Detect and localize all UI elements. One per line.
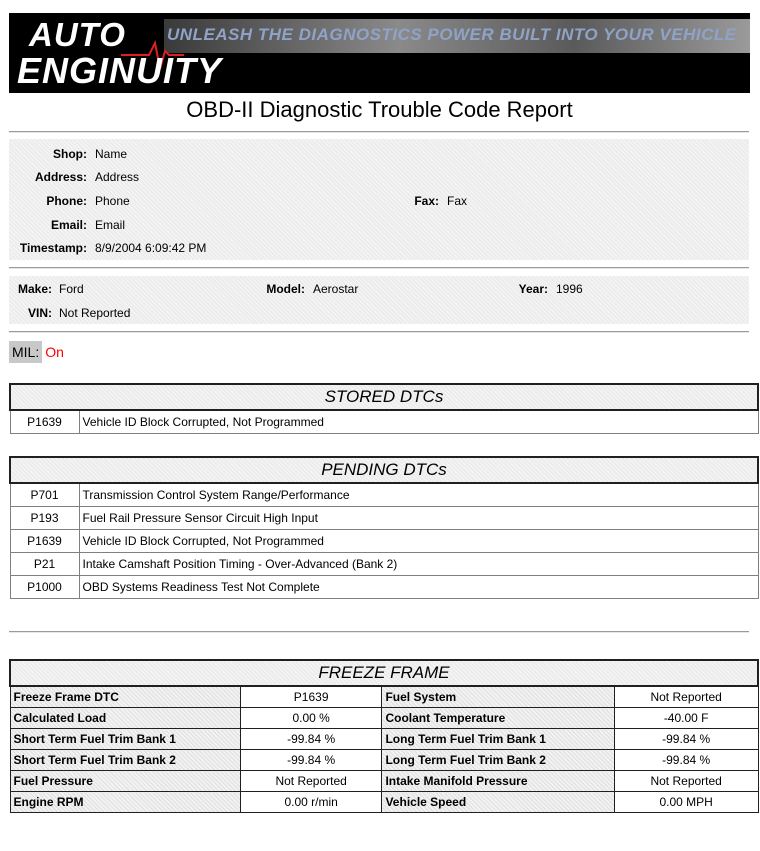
phone-label: Phone: (46, 194, 87, 208)
ff-param-label: Freeze Frame DTC (10, 686, 240, 708)
email-value: Email (95, 218, 126, 232)
ff-param-value: 0.00 % (240, 708, 382, 729)
table-row (10, 792, 758, 813)
ff-param-value: -99.84 % (240, 750, 382, 771)
pending-dtcs-heading: PENDING DTCs (10, 457, 758, 483)
ff-param-label: Fuel Pressure (10, 771, 240, 792)
year-label: Year: (518, 282, 548, 296)
header-banner (9, 13, 750, 93)
dtc-description: Vehicle ID Block Corrupted, Not Programmed (79, 410, 758, 434)
ff-param-label: Short Term Fuel Trim Bank 1 (10, 729, 240, 750)
dtc-code: P1000 (10, 576, 79, 599)
ff-param-value: Not Reported (614, 686, 758, 708)
model-label: Model: (266, 282, 305, 296)
vin-value: Not Reported (59, 306, 131, 320)
ff-param-label: Vehicle Speed (382, 792, 614, 813)
mil-label: MIL: (9, 341, 42, 363)
dtc-description: OBD Systems Readiness Test Not Complete (79, 576, 758, 599)
divider (9, 331, 749, 333)
table-row (10, 771, 758, 792)
mil-status (9, 341, 64, 363)
timestamp-label: Timestamp: (19, 241, 87, 255)
table-row (10, 553, 758, 576)
divider (9, 267, 749, 269)
ff-param-value: Not Reported (240, 771, 382, 792)
vin-label: VIN: (28, 306, 52, 320)
ff-param-label: Long Term Fuel Trim Bank 1 (382, 729, 614, 750)
table-row (10, 729, 758, 750)
divider (9, 131, 749, 133)
ff-param-label: Calculated Load (10, 708, 240, 729)
divider (9, 631, 749, 633)
ff-param-value: Not Reported (614, 771, 758, 792)
make-label: Make: (17, 282, 52, 296)
dtc-code: P193 (10, 507, 79, 530)
dtc-code: P1639 (10, 410, 79, 434)
shop-value: Name (95, 147, 128, 161)
ff-param-value: 0.00 r/min (240, 792, 382, 813)
dtc-code: P1639 (10, 530, 79, 553)
mil-value: On (45, 344, 64, 360)
ff-param-label: Engine RPM (10, 792, 240, 813)
shop-info-panel (9, 139, 749, 260)
dtc-code: P701 (10, 483, 79, 507)
address-label: Address: (34, 170, 87, 184)
dtc-description: Vehicle ID Block Corrupted, Not Programmed (79, 530, 758, 553)
address-value: Address (95, 170, 140, 184)
stored-dtcs-heading: STORED DTCs (10, 384, 758, 410)
ff-param-value: -99.84 % (240, 729, 382, 750)
ff-param-label: Coolant Temperature (382, 708, 614, 729)
banner-tagline: UNLEASH THE DIAGNOSTICS POWER BUILT INTO YOUR VEHICLE (167, 25, 737, 44)
email-label: Email: (50, 218, 87, 232)
ff-param-value: P1639 (240, 686, 382, 708)
ff-param-label: Short Term Fuel Trim Bank 2 (10, 750, 240, 771)
table-row (10, 750, 758, 771)
phone-value: Phone (95, 194, 130, 208)
logo-enginuity: ENGINUITY (17, 50, 223, 91)
fax-value: Fax (447, 194, 468, 208)
vehicle-info-panel (9, 276, 749, 324)
table-row (10, 686, 758, 708)
table-row (10, 483, 758, 507)
freeze-frame-table (9, 659, 759, 813)
dtc-description: Transmission Control System Range/Performance (79, 483, 758, 507)
dtc-code: P21 (10, 553, 79, 576)
ff-param-value: -99.84 % (614, 750, 758, 771)
page-title: OBD-II Diagnostic Trouble Code Report (186, 97, 573, 122)
year-value: 1996 (556, 282, 583, 296)
ff-param-value: 0.00 MPH (614, 792, 758, 813)
table-row (10, 410, 758, 434)
table-row (10, 576, 758, 599)
ff-param-label: Fuel System (382, 686, 614, 708)
make-value: Ford (59, 282, 84, 296)
shop-label: Shop: (53, 147, 87, 161)
logo-auto: AUTO (29, 16, 126, 53)
timestamp-value: 8/9/2004 6:09:42 PM (95, 241, 207, 255)
freeze-frame-heading: FREEZE FRAME (10, 660, 758, 686)
ff-param-label: Long Term Fuel Trim Bank 2 (382, 750, 614, 771)
dtc-description: Intake Camshaft Position Timing - Over-Advanced (Bank 2) (79, 553, 758, 576)
table-row (10, 708, 758, 729)
ff-param-value: -40.00 F (614, 708, 758, 729)
table-row (10, 507, 758, 530)
stored-dtcs-table (9, 383, 759, 434)
pending-dtcs-table (9, 456, 759, 599)
model-value: Aerostar (313, 282, 359, 296)
fax-label: Fax: (414, 194, 439, 208)
ff-param-label: Intake Manifold Pressure (382, 771, 614, 792)
ff-param-value: -99.84 % (614, 729, 758, 750)
table-row (10, 530, 758, 553)
dtc-description: Fuel Rail Pressure Sensor Circuit High Input (79, 507, 758, 530)
